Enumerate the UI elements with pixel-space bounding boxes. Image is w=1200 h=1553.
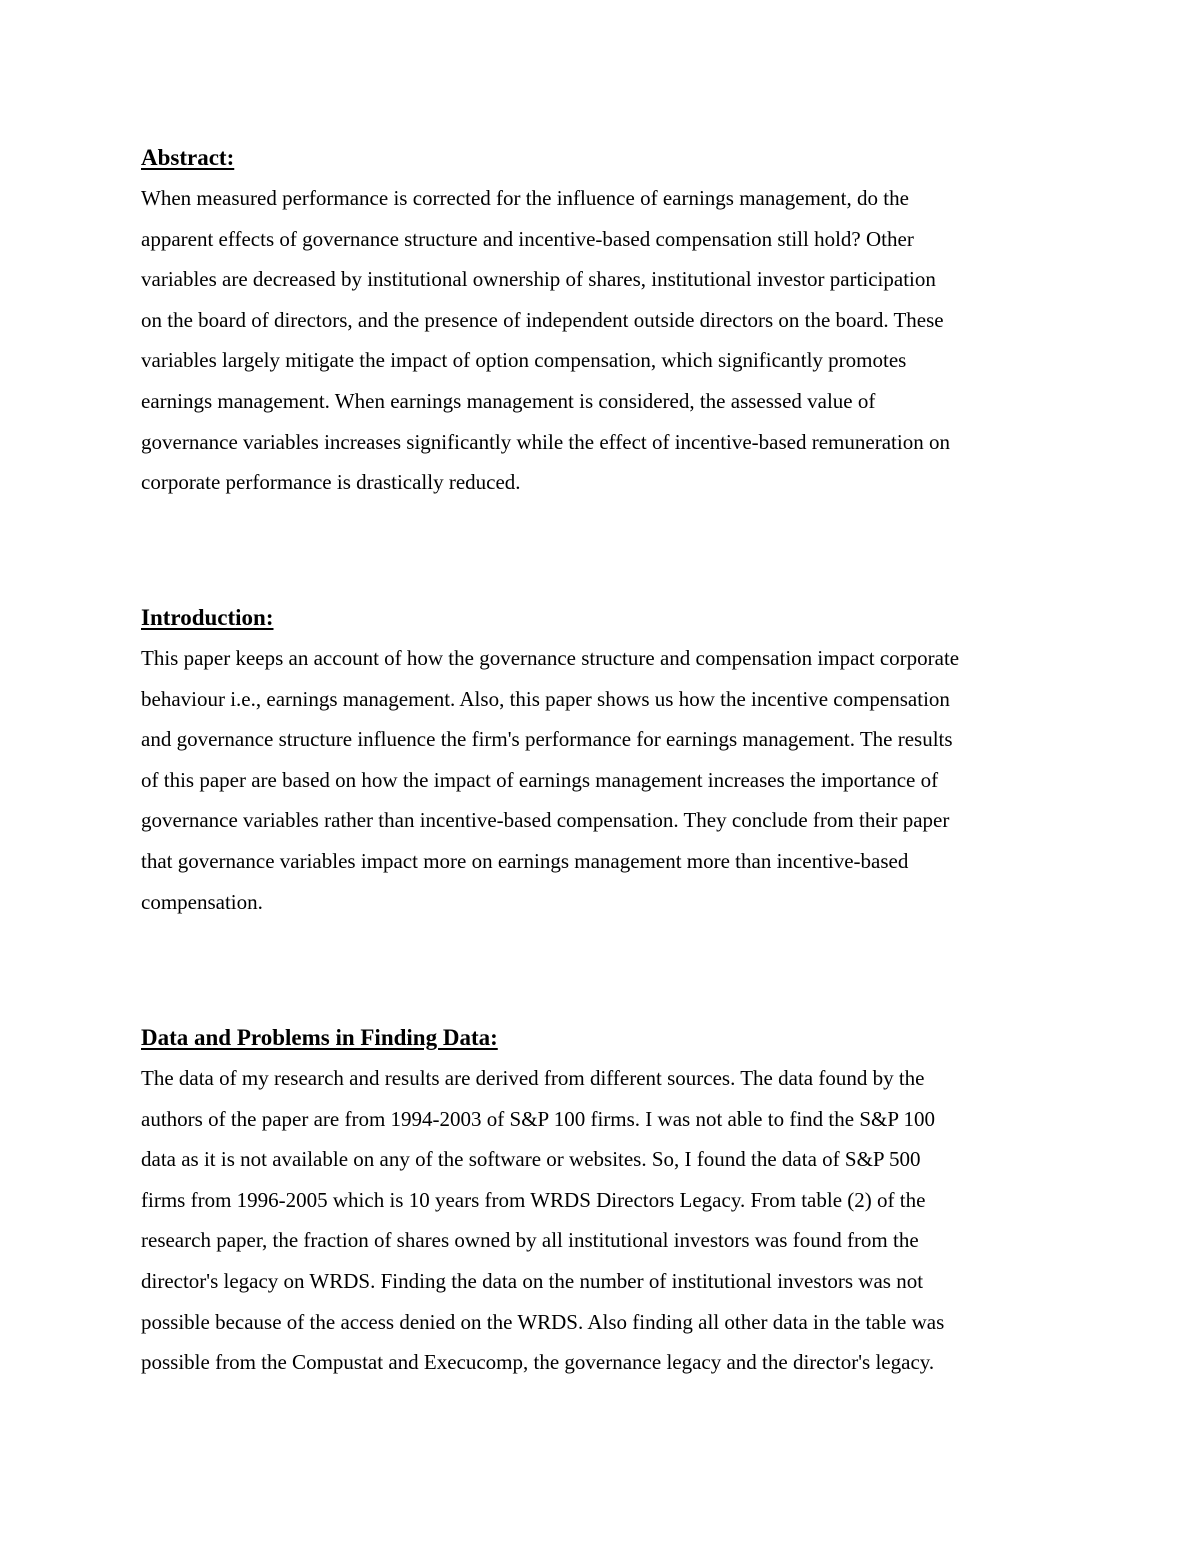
text-line: on the board of directors, and the presence of independent outside directors on the board. These — [141, 307, 944, 332]
text-line: governance variables increases significantly while the effect of incentive-based remuneration on — [141, 429, 950, 454]
introduction-section — [141, 602, 1066, 922]
introduction-paragraph — [141, 638, 1066, 922]
text-line: of this paper are based on how the impact of earnings management increases the importance of — [141, 767, 939, 792]
text-line: The data of my research and results are derived from different sources. The data found by the — [141, 1066, 925, 1090]
text-line: director's legacy on WRDS. Finding the data on the number of institutional investors was not — [141, 1268, 924, 1293]
text-line: research paper, the fraction of shares owned by all institutional investors was found from the — [141, 1228, 919, 1253]
text-line: This paper keeps an account of how the governance structure and compensation impact corporate — [141, 646, 960, 670]
text-line: variables are decreased by institutional ownership of shares, institutional investor participation — [141, 267, 936, 292]
text-line: earnings management. When earnings management is considered, the assessed value of — [141, 388, 876, 413]
data-problems-heading: Data and Problems in Finding Data: — [141, 1025, 498, 1050]
abstract-paragraph — [141, 178, 1066, 503]
text-line: corporate performance is drastically reduced. — [141, 470, 521, 495]
introduction-heading: Introduction: — [141, 605, 274, 630]
text-line: data as it is not available on any of the software or websites. So, I found the data of S&P 500 — [141, 1147, 921, 1172]
text-line: that governance variables impact more on earnings management more than incentive-based — [141, 848, 909, 873]
text-line: variables largely mitigate the impact of option compensation, which significantly promotes — [141, 348, 907, 373]
text-line: possible because of the access denied on the WRDS. Also finding all other data in the table was — [141, 1309, 945, 1334]
text-line: behaviour i.e., earnings management. Also, this paper shows us how the incentive compensation — [141, 686, 950, 711]
abstract-heading: Abstract: — [141, 145, 235, 170]
text-line: governance variables rather than incentive-based compensation. They conclude from their paper — [141, 808, 950, 833]
text-line: authors of the paper are from 1994-2003 of S&P 100 firms. I was not able to find the S&P 100 — [141, 1106, 935, 1131]
data-problems-section — [141, 1022, 1066, 1383]
text-line: possible from the Compustat and Execucomp, the governance legacy and the director's legacy. — [141, 1350, 935, 1375]
text-line: When measured performance is corrected for the influence of earnings management, do the — [141, 186, 909, 210]
data-problems-paragraph — [141, 1058, 1066, 1383]
abstract-section — [141, 142, 1066, 503]
text-line: apparent effects of governance structure and incentive-based compensation still hold? Other — [141, 226, 914, 251]
text-line: firms from 1996-2005 which is 10 years from WRDS Directors Legacy. From table (2) of the — [141, 1187, 926, 1212]
text-line: compensation. — [141, 889, 263, 914]
text-line: and governance structure influence the firm's performance for earnings management. The results — [141, 727, 953, 752]
